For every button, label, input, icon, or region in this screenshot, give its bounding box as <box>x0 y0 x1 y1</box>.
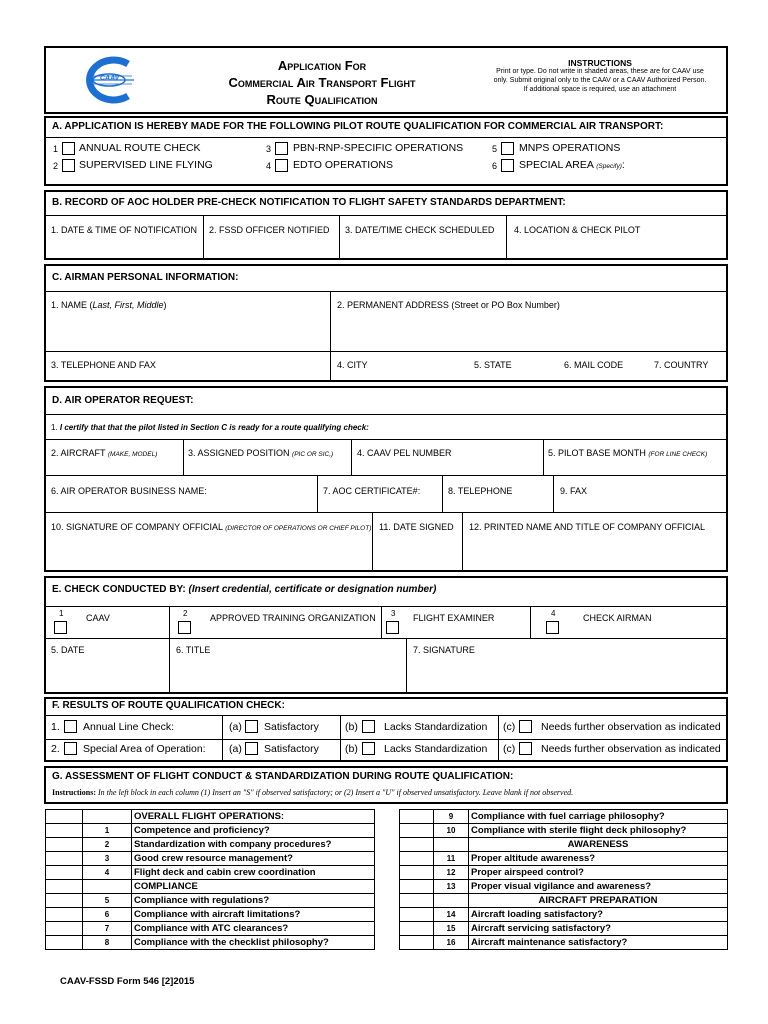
section-d-heading: D. AIR OPERATOR REQUEST: <box>52 395 194 406</box>
assessment-row <box>400 810 728 824</box>
item-number: 8 <box>83 936 132 950</box>
special-lacks-standardization-checkbox[interactable] <box>362 742 375 755</box>
mail-code-field[interactable]: 6. MAIL CODE <box>564 360 624 370</box>
assessment-row <box>400 866 728 880</box>
fssd-officer-field[interactable]: 2. FSSD OFFICER NOTIFIED <box>209 225 330 235</box>
checker-number: 1 <box>59 609 64 618</box>
option-a-label: (a) <box>229 743 242 755</box>
approved-training-org-label: APPROVED TRAINING ORGANIZATION <box>210 613 376 623</box>
country-field[interactable]: 7. COUNTRY <box>654 360 709 370</box>
assessment-row <box>46 908 375 922</box>
section-c-heading: C. AIRMAN PERSONAL INFORMATION: <box>52 272 239 283</box>
instructions-line-1: Print or type. Do not write in shaded areas, these are for CAAV use <box>496 68 704 75</box>
divider <box>44 291 728 292</box>
pbn-rnp-label: PBN-RNP-SPECIFIC OPERATIONS <box>293 142 464 154</box>
divider <box>381 606 382 638</box>
check-date-field[interactable]: 5. DATE <box>51 645 85 655</box>
result-row-number: 1. <box>51 721 60 733</box>
operator-telephone-field[interactable]: 8. TELEPHONE <box>448 486 513 496</box>
divider <box>44 739 728 740</box>
annual-line-check-label: Annual Line Check: <box>83 721 175 733</box>
rating-input-cell[interactable] <box>46 824 83 838</box>
aoc-certificate-field[interactable]: 7. AOC CERTIFICATE#: <box>323 486 421 496</box>
special-area-label: SPECIAL AREA (Specify): <box>519 159 625 171</box>
mnps-operations-label: MNPS OPERATIONS <box>519 142 621 154</box>
notification-datetime-field[interactable]: 1. DATE & TIME OF NOTIFICATION <box>51 225 198 235</box>
item-label: Competence and proficiency? <box>132 824 375 838</box>
edto-operations-label: EDTO OPERATIONS <box>293 159 393 171</box>
rating-input-cell[interactable] <box>400 908 434 922</box>
flight-examiner-checkbox[interactable] <box>386 621 399 634</box>
permanent-address-field[interactable]: 2. PERMANENT ADDRESS (Street or PO Box Number) <box>337 300 560 310</box>
item-label: Proper altitude awareness? <box>469 852 728 866</box>
form-title-line-2: Commercial Air Transport Flight <box>228 75 416 90</box>
divider <box>169 606 170 694</box>
check-airman-label: CHECK AIRMAN <box>583 613 652 623</box>
divider <box>44 512 728 513</box>
option-number: 4 <box>266 161 272 171</box>
rating-input-cell[interactable] <box>400 936 434 950</box>
assessment-row <box>46 866 375 880</box>
item-number: 13 <box>434 880 469 894</box>
rating-input-cell[interactable] <box>46 852 83 866</box>
assessment-row <box>46 922 375 936</box>
category-spacer-cell <box>46 810 83 824</box>
lacks-standardization-label: Lacks Standardization <box>384 743 488 755</box>
further-observation-label: Needs further observation as indicated <box>541 743 721 755</box>
assessment-table-left <box>45 809 375 950</box>
rating-input-cell[interactable] <box>46 908 83 922</box>
divider <box>351 439 352 475</box>
rating-input-cell[interactable] <box>46 894 83 908</box>
special-area-checkbox[interactable] <box>501 159 514 172</box>
annual-route-check-checkbox[interactable] <box>62 142 75 155</box>
item-number: 10 <box>434 824 469 838</box>
annual-further-observation-checkbox[interactable] <box>519 720 532 733</box>
option-c-label: (c) <box>503 743 516 755</box>
item-label: Aircraft maintenance satisfactory? <box>469 936 728 950</box>
item-number <box>83 810 132 824</box>
category-spacer-cell <box>400 894 434 908</box>
divider <box>340 715 341 762</box>
category-label: OVERALL FLIGHT OPERATIONS: <box>132 810 375 824</box>
rating-input-cell[interactable] <box>400 810 434 824</box>
divider <box>498 715 499 762</box>
divider <box>462 512 463 572</box>
date-signed-field[interactable]: 11. DATE SIGNED <box>379 522 454 532</box>
satisfactory-label: Satisfactory <box>264 721 319 733</box>
divider <box>339 215 340 260</box>
item-label: Compliance with the checklist philosophy? <box>132 936 375 950</box>
rating-input-cell[interactable] <box>400 880 434 894</box>
assessment-row <box>46 838 375 852</box>
assessment-row <box>400 922 728 936</box>
category-spacer-cell <box>46 880 83 894</box>
printed-name-title-field[interactable]: 12. PRINTED NAME AND TITLE OF COMPANY OFFICIAL <box>469 522 706 532</box>
lacks-standardization-label: Lacks Standardization <box>384 721 488 733</box>
assigned-position-field[interactable]: 3. ASSIGNED POSITION (PIC OR SIC,) <box>188 448 334 458</box>
assessment-row <box>46 894 375 908</box>
city-field[interactable]: 4. CITY <box>337 360 368 370</box>
business-name-field[interactable]: 6. AIR OPERATOR BUSINESS NAME: <box>51 486 207 496</box>
item-label: Compliance with aircraft limitations? <box>132 908 375 922</box>
supervised-line-flying-label: SUPERVISED LINE FLYING <box>79 159 213 171</box>
divider <box>222 715 223 762</box>
item-label: Proper visual vigilance and awareness? <box>469 880 728 894</box>
checker-title-field[interactable]: 6. TITLE <box>176 645 211 655</box>
assessment-category-row <box>400 838 728 852</box>
section-e-heading: E. CHECK CONDUCTED BY: (Insert credential, certificate or designation number) <box>52 584 437 595</box>
option-number: 5 <box>492 144 498 154</box>
caav-label: CAAV <box>86 613 110 623</box>
edto-operations-checkbox[interactable] <box>275 159 288 172</box>
special-area-operation-label: Special Area of Operation: <box>83 743 206 755</box>
divider <box>44 414 728 415</box>
item-number: 1 <box>83 824 132 838</box>
checker-signature-field[interactable]: 7. SIGNATURE <box>413 645 475 655</box>
item-number: 4 <box>83 866 132 880</box>
item-label: Proper airspeed control? <box>469 866 728 880</box>
rating-input-cell[interactable] <box>46 936 83 950</box>
item-label: Flight deck and cabin crew coordination <box>132 866 375 880</box>
divider <box>44 638 728 639</box>
caav-logo <box>78 56 138 104</box>
item-label: Good crew resource management? <box>132 852 375 866</box>
assessment-row <box>400 880 728 894</box>
section-g-instructions: Instructions: In the left block in each column (1) Insert an "S" if observed satisfactory; or (2) Insert a "U" if observed unsatisfactory. Leave blank if not observed. <box>52 788 574 797</box>
special-area-operation-checkbox[interactable] <box>64 742 77 755</box>
item-label: Compliance with sterile flight deck philosophy? <box>469 824 728 838</box>
category-label: COMPLIANCE <box>132 880 375 894</box>
rating-input-cell[interactable] <box>400 824 434 838</box>
location-check-pilot-field[interactable]: 4. LOCATION & CHECK PILOT <box>514 225 641 235</box>
item-number: 7 <box>83 922 132 936</box>
instructions-line-3: If additional space is required, use an attachment <box>523 86 677 93</box>
name-field[interactable]: 1. NAME (Last, First, Middle) <box>51 300 167 310</box>
annual-satisfactory-checkbox[interactable] <box>245 720 258 733</box>
checker-number: 2 <box>183 609 188 618</box>
option-number: 1 <box>53 144 59 154</box>
annual-lacks-standardization-checkbox[interactable] <box>362 720 375 733</box>
divider <box>203 215 204 260</box>
divider <box>506 215 507 260</box>
divider <box>372 512 373 572</box>
category-spacer-cell <box>400 838 434 852</box>
pbn-rnp-checkbox[interactable] <box>275 142 288 155</box>
annual-line-check-checkbox[interactable] <box>64 720 77 733</box>
telephone-fax-field[interactable]: 3. TELEPHONE AND FAX <box>51 360 156 370</box>
section-b-heading: B. RECORD OF AOC HOLDER PRE-CHECK NOTIFICATION TO FLIGHT SAFETY STANDARDS DEPARTMENT: <box>52 197 566 208</box>
annual-route-check-label: ANNUAL ROUTE CHECK <box>79 142 201 154</box>
divider <box>44 351 728 352</box>
pilot-base-month-field[interactable]: 5. PILOT BASE MONTH (FOR LINE CHECK) <box>548 448 708 458</box>
item-label: Standardization with company procedures? <box>132 838 375 852</box>
assessment-row <box>46 824 375 838</box>
caav-checkbox[interactable] <box>54 621 67 634</box>
divider <box>317 475 318 512</box>
special-satisfactory-checkbox[interactable] <box>245 742 258 755</box>
item-number <box>434 894 469 908</box>
option-b-label: (b) <box>345 721 358 733</box>
item-number <box>83 880 132 894</box>
divider <box>183 439 184 475</box>
rating-input-cell[interactable] <box>46 838 83 852</box>
divider <box>44 137 728 138</box>
option-a-label: (a) <box>229 721 242 733</box>
item-label: Compliance with ATC clearances? <box>132 922 375 936</box>
assessment-category-row <box>46 810 375 824</box>
divider <box>330 291 331 382</box>
item-number: 14 <box>434 908 469 922</box>
supervised-line-flying-checkbox[interactable] <box>62 159 75 172</box>
item-number: 11 <box>434 852 469 866</box>
check-scheduled-field[interactable]: 3. DATE/TIME CHECK SCHEDULED <box>345 225 495 235</box>
item-number: 15 <box>434 922 469 936</box>
divider <box>44 715 728 716</box>
approved-training-org-checkbox[interactable] <box>178 621 191 634</box>
divider <box>530 606 531 638</box>
section-a-heading: A. APPLICATION IS HEREBY MADE FOR THE FOLLOWING PILOT ROUTE QUALIFICATION FOR COMMERCIAL AIR TRANSPORT: <box>52 121 664 132</box>
instructions-line-2: only. Submit original only to the CAAV or a CAAV Authorized Person. <box>493 77 707 84</box>
form-title-line-3: Route Qualification <box>266 92 378 107</box>
instructions-heading: INSTRUCTIONS <box>568 58 632 68</box>
item-number: 16 <box>434 936 469 950</box>
rating-input-cell[interactable] <box>46 922 83 936</box>
divider <box>44 606 728 607</box>
satisfactory-label: Satisfactory <box>264 743 319 755</box>
assessment-row <box>400 824 728 838</box>
further-observation-label: Needs further observation as indicated <box>541 721 721 733</box>
logo-text: CAAV <box>100 75 120 82</box>
assessment-row <box>400 936 728 950</box>
company-official-signature-field[interactable]: 10. SIGNATURE OF COMPANY OFFICIAL (DIRECTOR OF OPERATIONS OR CHIEF PILOT) <box>51 522 372 532</box>
item-number: 3 <box>83 852 132 866</box>
checker-number: 4 <box>551 609 556 618</box>
item-number: 12 <box>434 866 469 880</box>
item-label: Compliance with regulations? <box>132 894 375 908</box>
item-number: 6 <box>83 908 132 922</box>
caav-pel-number-field[interactable]: 4. CAAV PEL NUMBER <box>357 448 452 458</box>
option-c-label: (c) <box>503 721 516 733</box>
section-f-heading: F. RESULTS OF ROUTE QUALIFICATION CHECK: <box>52 700 285 711</box>
assessment-row <box>400 852 728 866</box>
option-number: 6 <box>492 161 498 171</box>
category-label: AWARENESS <box>469 838 728 852</box>
state-field[interactable]: 5. STATE <box>474 360 512 370</box>
assessment-row <box>46 936 375 950</box>
rating-input-cell[interactable] <box>400 866 434 880</box>
item-label: Aircraft loading satisfactory? <box>469 908 728 922</box>
assessment-row <box>46 852 375 866</box>
special-further-observation-checkbox[interactable] <box>519 742 532 755</box>
item-number <box>434 838 469 852</box>
divider <box>44 215 728 216</box>
divider <box>44 439 728 440</box>
item-number: 2 <box>83 838 132 852</box>
item-label: Aircraft servicing satisfactory? <box>469 922 728 936</box>
divider <box>44 475 728 476</box>
rating-input-cell[interactable] <box>400 852 434 866</box>
divider <box>553 475 554 512</box>
flight-examiner-label: FLIGHT EXAMINER <box>413 613 495 623</box>
divider <box>406 638 407 694</box>
certify-statement: 1. I certify that that the pilot listed in Section C is ready for a route qualifying check: <box>51 423 369 432</box>
assessment-category-row <box>46 880 375 894</box>
rating-input-cell[interactable] <box>46 866 83 880</box>
divider <box>543 439 544 475</box>
aircraft-field[interactable]: 2. AIRCRAFT (MAKE, MODEL) <box>51 448 158 458</box>
item-number: 5 <box>83 894 132 908</box>
assessment-table-right <box>399 809 728 950</box>
item-label: Compliance with fuel carriage philosophy? <box>469 810 728 824</box>
check-airman-checkbox[interactable] <box>546 621 559 634</box>
option-b-label: (b) <box>345 743 358 755</box>
checker-number: 3 <box>391 609 396 618</box>
operator-fax-field[interactable]: 9. FAX <box>560 486 588 496</box>
section-g-heading: G. ASSESSMENT OF FLIGHT CONDUCT & STANDARDIZATION DURING ROUTE QUALIFICATION: <box>52 771 514 782</box>
form-title-line-1: Application For <box>277 58 367 73</box>
assessment-category-row <box>400 894 728 908</box>
form-id: CAAV-FSSD Form 546 [2]2015 <box>60 976 195 987</box>
mnps-operations-checkbox[interactable] <box>501 142 514 155</box>
option-number: 2 <box>53 161 59 171</box>
rating-input-cell[interactable] <box>400 922 434 936</box>
assessment-row <box>400 908 728 922</box>
divider <box>442 475 443 512</box>
category-label: AIRCRAFT PREPARATION <box>469 894 728 908</box>
item-number: 9 <box>434 810 469 824</box>
special-area-note: (Specify) <box>596 163 622 170</box>
result-row-number: 2. <box>51 743 60 755</box>
option-number: 3 <box>266 144 272 154</box>
